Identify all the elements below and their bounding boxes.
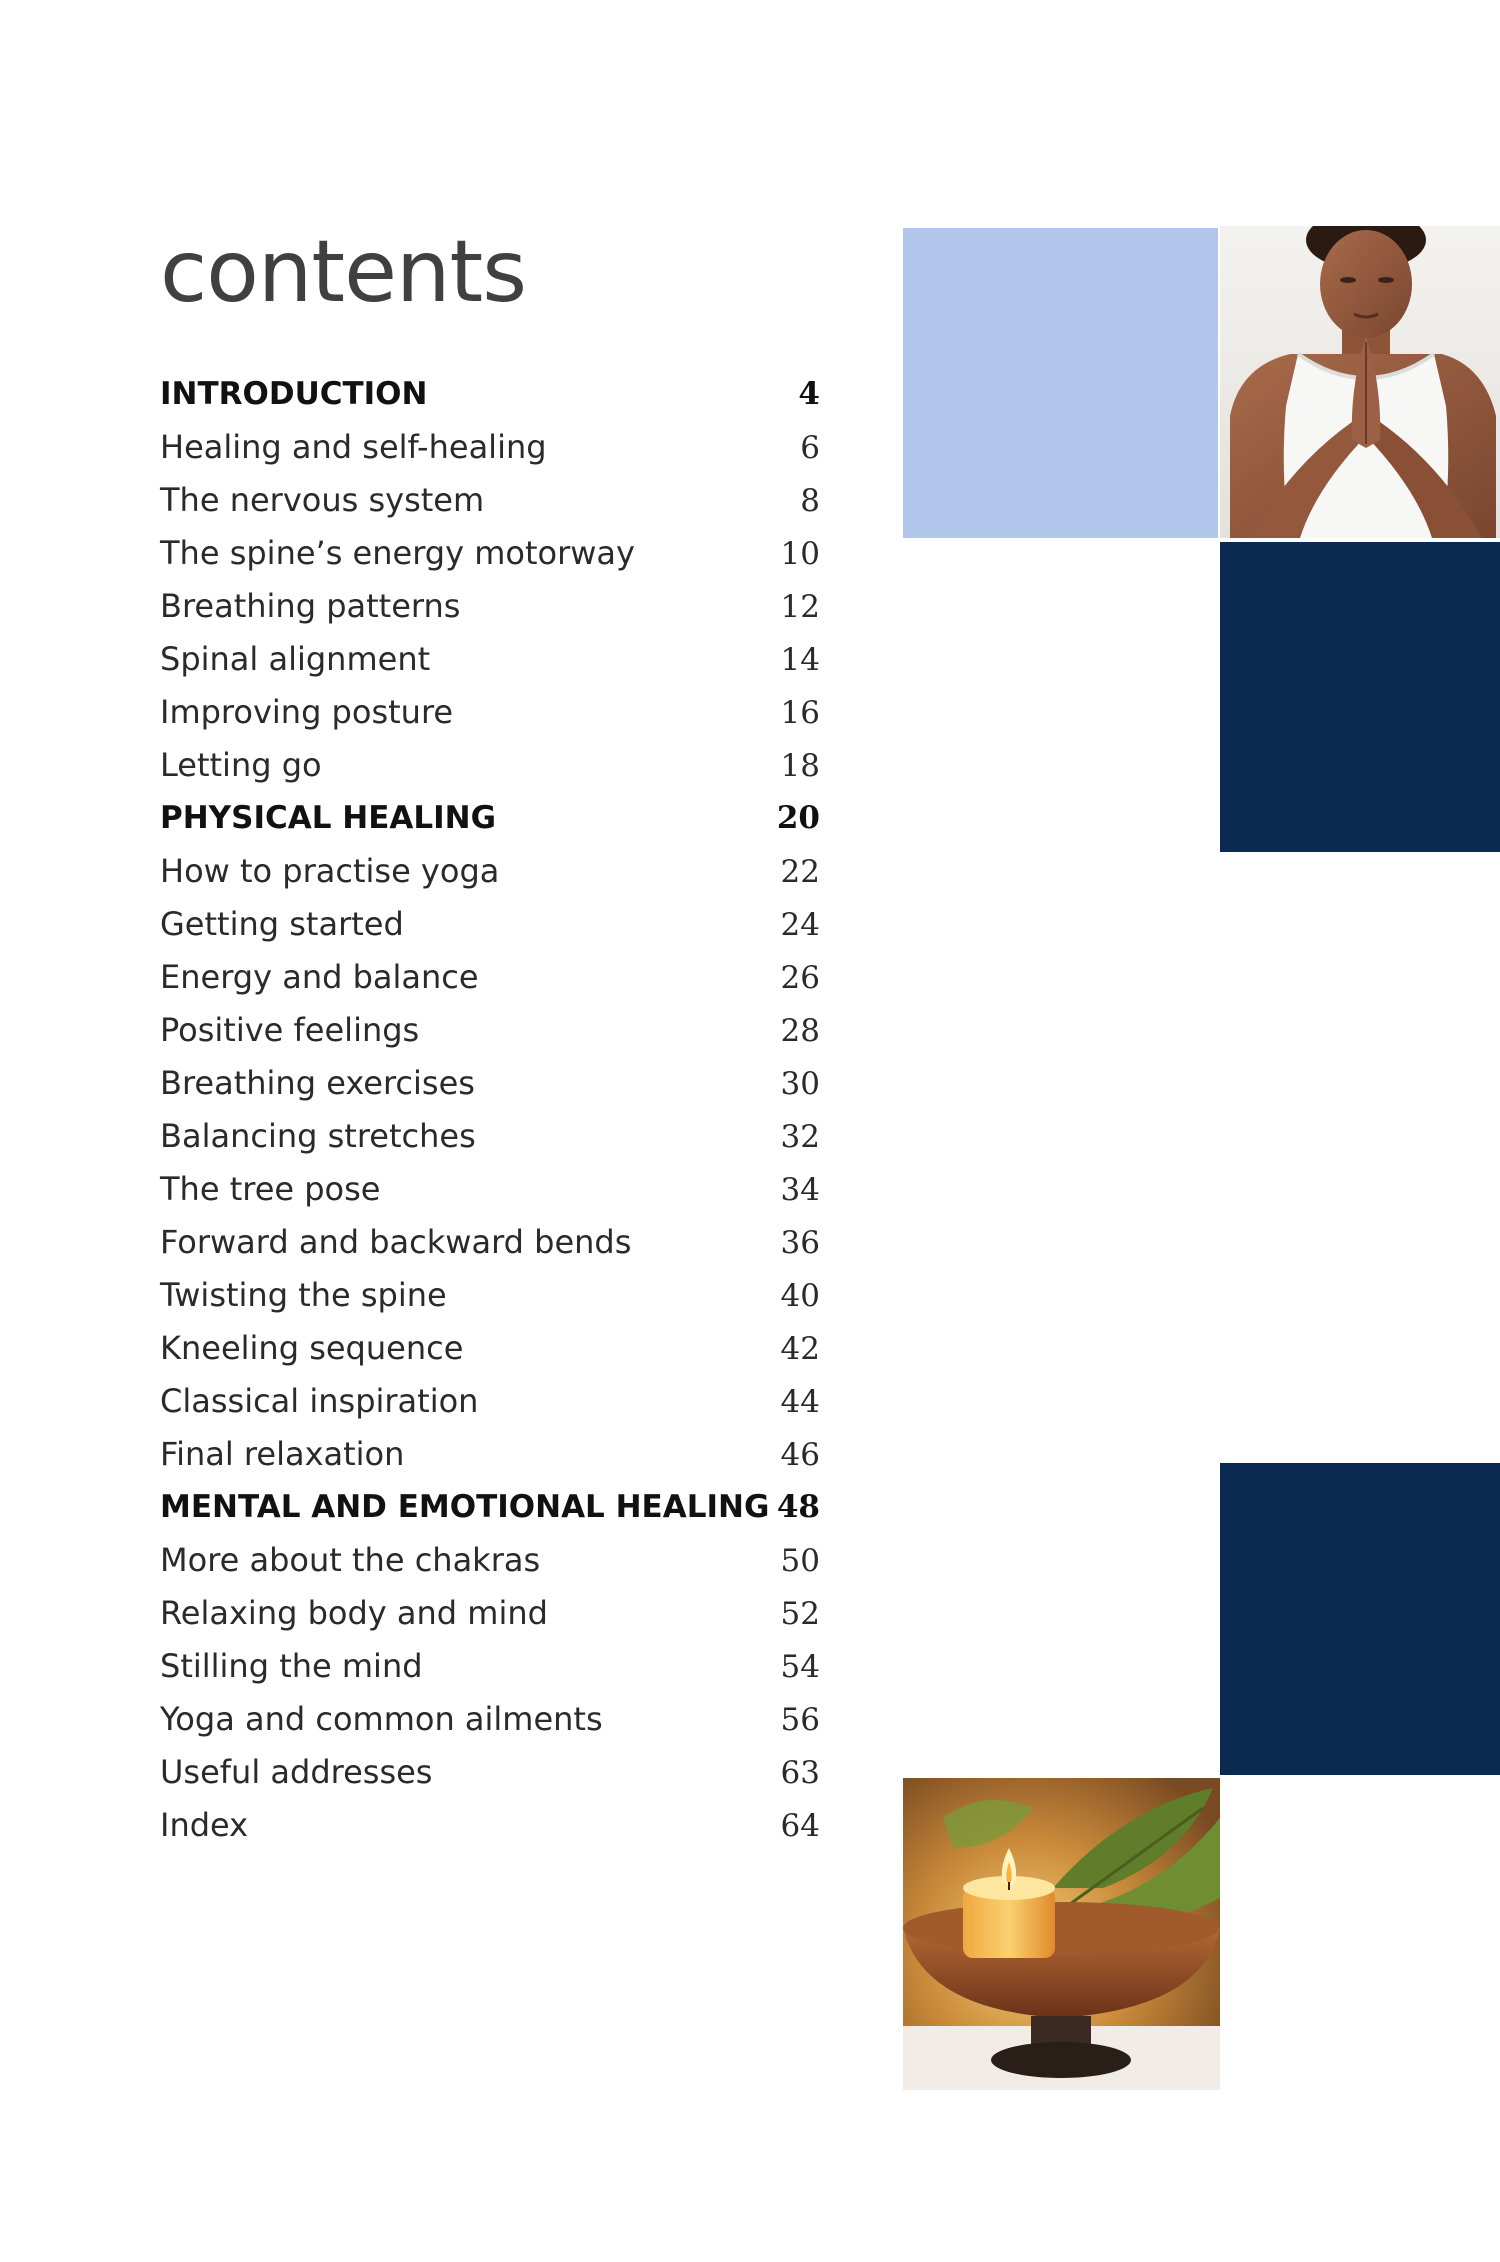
toc-entry[interactable] [160, 1746, 820, 1799]
toc-page-number: 22 [780, 854, 820, 890]
toc-page-number: 28 [780, 1013, 820, 1049]
toc-page-number: 4 [798, 376, 820, 412]
candle-bowl-illustration [903, 1778, 1220, 2090]
toc-entry[interactable] [160, 1269, 820, 1322]
toc-entry[interactable] [160, 1004, 820, 1057]
toc-label: Kneeling sequence [160, 1329, 464, 1367]
toc-label: Stilling the mind [160, 1647, 423, 1685]
page-title: contents [160, 222, 527, 322]
toc-page-number: 18 [780, 748, 820, 784]
toc-label: Breathing exercises [160, 1064, 475, 1102]
yoga-woman-illustration [1220, 226, 1500, 538]
toc-label: PHYSICAL HEALING [160, 800, 497, 836]
toc-page-number: 24 [780, 907, 820, 943]
toc-label: Letting go [160, 746, 322, 784]
toc-page-number: 26 [780, 960, 820, 996]
toc-label: MENTAL AND EMOTIONAL HEALING [160, 1489, 770, 1525]
table-of-contents [160, 368, 820, 1852]
toc-label: The spine’s energy motorway [160, 534, 635, 572]
toc-section-physical-healing[interactable] [160, 792, 820, 845]
toc-entry[interactable] [160, 951, 820, 1004]
toc-entry[interactable] [160, 474, 820, 527]
toc-page-number: 64 [780, 1808, 820, 1844]
toc-label: Yoga and common ailments [160, 1700, 603, 1738]
toc-label: Classical inspiration [160, 1382, 479, 1420]
toc-page-number: 8 [800, 483, 820, 519]
toc-label: Energy and balance [160, 958, 479, 996]
toc-page-number: 16 [780, 695, 820, 731]
toc-label: Spinal alignment [160, 640, 431, 678]
toc-entry[interactable] [160, 580, 820, 633]
toc-entry[interactable] [160, 1163, 820, 1216]
toc-entry[interactable] [160, 633, 820, 686]
toc-page-number: 56 [780, 1702, 820, 1738]
toc-entry[interactable] [160, 1534, 820, 1587]
toc-label: Healing and self-healing [160, 428, 547, 466]
navy-block-upper [1220, 542, 1500, 852]
toc-page-number: 40 [780, 1278, 820, 1314]
toc-entry[interactable] [160, 1799, 820, 1852]
toc-page-number: 20 [776, 800, 820, 836]
toc-page-number: 36 [780, 1225, 820, 1261]
toc-entry[interactable] [160, 1428, 820, 1481]
toc-label: The tree pose [160, 1170, 381, 1208]
toc-label: Balancing stretches [160, 1117, 476, 1155]
candle-bowl-photo [903, 1778, 1220, 2090]
toc-page-number: 54 [780, 1649, 820, 1685]
toc-label: More about the chakras [160, 1541, 541, 1579]
toc-page-number: 52 [780, 1596, 820, 1632]
toc-entry[interactable] [160, 1322, 820, 1375]
toc-page-number: 10 [780, 536, 820, 572]
yoga-woman-photo [1220, 226, 1500, 538]
toc-entry[interactable] [160, 686, 820, 739]
toc-label: The nervous system [160, 481, 485, 519]
toc-label: Final relaxation [160, 1435, 405, 1473]
toc-entry[interactable] [160, 898, 820, 951]
toc-page-number: 48 [776, 1489, 820, 1525]
toc-label: INTRODUCTION [160, 376, 428, 412]
toc-page-number: 12 [780, 589, 820, 625]
toc-entry[interactable] [160, 1375, 820, 1428]
toc-label: Improving posture [160, 693, 454, 731]
toc-label: Twisting the spine [160, 1276, 447, 1314]
toc-page-number: 30 [780, 1066, 820, 1102]
toc-page-number: 46 [780, 1437, 820, 1473]
toc-entry[interactable] [160, 1216, 820, 1269]
toc-entry[interactable] [160, 1587, 820, 1640]
toc-page-number: 42 [780, 1331, 820, 1367]
toc-section-introduction[interactable] [160, 368, 820, 421]
light-blue-block [903, 228, 1218, 538]
toc-label: Useful addresses [160, 1753, 433, 1791]
toc-page-number: 50 [780, 1543, 820, 1579]
toc-label: Index [160, 1806, 249, 1844]
toc-page-number: 63 [780, 1755, 820, 1791]
toc-page-number: 44 [780, 1384, 820, 1420]
toc-label: Breathing patterns [160, 587, 461, 625]
toc-page-number: 32 [780, 1119, 820, 1155]
toc-page-number: 14 [780, 642, 820, 678]
toc-label: Forward and backward bends [160, 1223, 632, 1261]
toc-page-number: 6 [800, 430, 820, 466]
toc-label: Getting started [160, 905, 404, 943]
toc-entry[interactable] [160, 1693, 820, 1746]
toc-entry[interactable] [160, 1057, 820, 1110]
toc-label: Positive feelings [160, 1011, 420, 1049]
toc-page-number: 34 [780, 1172, 820, 1208]
toc-label: Relaxing body and mind [160, 1594, 548, 1632]
toc-entry[interactable] [160, 421, 820, 474]
toc-entry[interactable] [160, 527, 820, 580]
toc-entry[interactable] [160, 1110, 820, 1163]
toc-entry[interactable] [160, 1640, 820, 1693]
toc-label: How to practise yoga [160, 852, 500, 890]
toc-section-mental-emotional-healing[interactable] [160, 1481, 820, 1534]
navy-block-lower [1220, 1463, 1500, 1775]
toc-entry[interactable] [160, 845, 820, 898]
toc-entry[interactable] [160, 739, 820, 792]
